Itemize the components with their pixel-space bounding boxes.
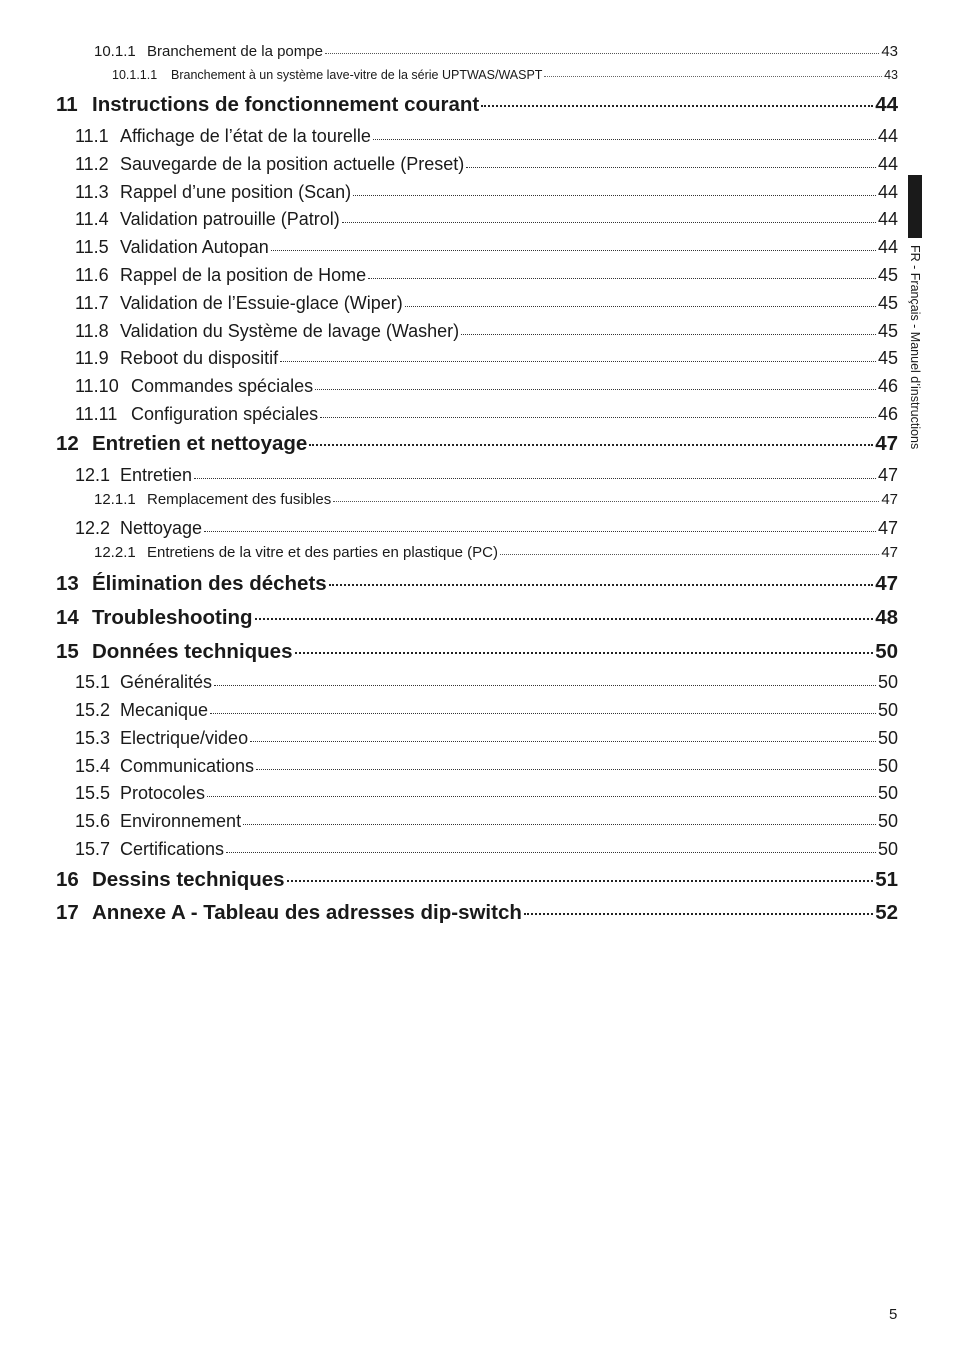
toc-entry-page: 45 [877,293,898,313]
toc-entry[interactable] [94,542,898,561]
toc-entry-title: Rappel d’une position (Scan) [120,182,352,202]
toc-entry[interactable] [56,569,898,596]
toc-entry-page: 44 [877,182,898,202]
toc-entry-page: 50 [875,639,898,663]
toc-entry-page: 47 [881,544,898,561]
toc-entry-title: Annexe A - Tableau des adresses dip-switch [92,900,522,924]
toc-entry-title: Entretien et nettoyage [92,431,308,455]
toc-entry-title: Généralités [120,672,213,692]
dot-leader [481,90,873,111]
toc-entry-page: 50 [877,811,898,831]
toc-entry-title: Rappel de la position de Home [120,265,367,285]
toc-entry-number: 11.11 [75,404,118,424]
toc-entry-page: 45 [877,265,898,285]
toc-entry-number: 15.1 [75,672,111,692]
toc-entry[interactable] [75,402,898,425]
toc-entry-title: Nettoyage [120,518,203,538]
toc-entry-page: 50 [877,783,898,803]
toc-entry[interactable] [75,698,898,721]
toc-entry[interactable] [56,429,898,456]
toc-entry-title: Données techniques [92,639,293,663]
dot-leader [466,152,876,170]
toc-entry-number: 11.6 [75,265,109,285]
dot-leader [329,569,874,590]
dot-leader [333,489,879,504]
dot-leader [255,603,874,624]
toc-entry-page: 50 [877,728,898,748]
toc-entry[interactable] [56,637,898,664]
toc-entry-title: Communications [120,756,255,776]
dot-leader [320,402,876,420]
dot-leader [461,319,876,337]
toc-entry[interactable] [75,124,898,147]
toc-entry-page: 46 [877,376,898,396]
dot-leader [295,637,874,658]
toc-entry-page: 44 [875,92,898,116]
toc-entry-number: 11.5 [75,237,109,257]
toc-entry[interactable] [75,263,898,286]
dot-leader [309,429,873,450]
toc-entry[interactable] [75,754,898,777]
dot-leader [524,898,873,919]
toc-entry-page: 50 [877,839,898,859]
toc-entry-title: Entretien [120,465,193,485]
toc-entry[interactable] [75,670,898,693]
toc-entry[interactable] [56,90,898,117]
toc-entry-page: 44 [877,209,898,229]
toc-entry-page: 47 [875,431,898,455]
toc-entry[interactable] [56,865,898,892]
toc-entry-page: 45 [877,348,898,368]
toc-entry-title: Dessins techniques [92,867,285,891]
toc-entry-title: Branchement à un système lave-vitre de la série UPTWAS/WASPT [171,67,543,82]
toc-entry-title: Affichage de l’état de la tourelle [120,126,371,146]
toc-entry-number: 11 [56,92,78,116]
dot-leader [243,809,876,827]
toc-entry[interactable] [75,463,898,486]
toc-entry[interactable] [75,346,898,369]
toc-entry-title: Reboot du dispositif [120,348,279,368]
toc-entry[interactable] [75,180,898,203]
toc-entry-title: Electrique/video [120,728,249,748]
dot-leader [214,670,876,688]
toc-entry-number: 12.1 [75,465,111,485]
toc-entry-number: 11.10 [75,376,119,396]
toc-entry[interactable] [75,837,898,860]
toc-entry[interactable] [112,66,898,82]
page-number: 5 [889,1306,898,1323]
toc-entry-title: Validation Autopan [120,237,269,257]
toc-entry-number: 11.1 [75,126,109,146]
toc-entry-page: 45 [877,321,898,341]
toc-entry-title: Environnement [120,811,242,831]
dot-leader [280,346,876,364]
toc-entry-title: Entretiens de la vitre et des parties en plastique (PC) [147,544,499,561]
dot-leader [271,235,876,253]
toc-entry-page: 50 [877,700,898,720]
toc-entry-title: Configuration spéciales [131,404,319,424]
toc-entry-page: 48 [875,605,898,629]
toc-entry-page: 47 [877,518,898,538]
toc-entry-number: 17 [56,900,79,924]
toc-entry-title: Protocoles [120,783,206,803]
toc-entry-page: 47 [881,491,898,508]
toc-entry-page: 52 [875,900,898,924]
dot-leader [325,41,879,56]
toc-entry-page: 44 [877,154,898,174]
dot-leader [500,542,879,557]
toc-entry-number: 15.5 [75,783,111,803]
toc-entry-number: 15.3 [75,728,111,748]
toc-entry-page: 46 [877,404,898,424]
toc-entry-number: 11.4 [75,209,109,229]
dot-leader [405,291,876,309]
dot-leader [544,66,882,79]
toc-entry-title: Branchement de la pompe [147,43,323,60]
toc-entry-number: 15 [56,639,79,663]
dot-leader [315,374,876,392]
toc-entry-title: Certifications [120,839,225,859]
toc-entry-page: 47 [877,465,898,485]
toc-entry-number: 12.2 [75,518,111,538]
toc-entry-page: 44 [877,126,898,146]
dot-leader [287,865,874,886]
toc-entry-number: 11.3 [75,182,109,202]
dot-leader [368,263,876,281]
toc-entry[interactable] [56,603,898,630]
dot-leader [373,124,876,142]
toc-entry[interactable] [75,207,898,230]
toc-entry-title: Validation de l’Essuie-glace (Wiper) [120,293,403,313]
toc-entry-page: 51 [875,867,898,891]
dot-leader [250,726,876,744]
toc-entry-title: Mecanique [120,700,209,720]
toc-entry-number: 11.2 [75,154,109,174]
dot-leader [342,207,876,225]
toc-entry[interactable] [75,235,898,258]
dot-leader [226,837,876,855]
toc-entry-number: 14 [56,605,79,629]
toc-entry-number: 12 [56,431,79,455]
toc-entry-title: Élimination des déchets [92,571,327,595]
toc-entry-page: 50 [877,672,898,692]
toc-entry-number: 11.8 [75,321,109,341]
toc-entry[interactable] [75,291,898,314]
toc-entry[interactable] [56,898,898,925]
toc-entry-page: 50 [877,756,898,776]
toc-entry-page: 43 [884,67,898,82]
toc-entry-number: 10.1.1 [94,43,136,60]
toc-entry-number: 15.7 [75,839,111,859]
language-tab-marker [908,175,922,238]
side-language-label: FR - Français - Manuel d’instructions [908,245,922,450]
dot-leader [204,516,876,534]
toc-entry-number: 11.7 [75,293,109,313]
toc-entry[interactable] [94,41,898,60]
toc-entry[interactable] [75,152,898,175]
toc-entry[interactable] [75,726,898,749]
toc-entry-number: 13 [56,571,79,595]
toc-entry-number: 12.1.1 [94,491,136,508]
toc-entry-number: 12.2.1 [94,544,136,561]
dot-leader [194,463,876,481]
toc-entry-title: Instructions de fonctionnement courant [92,92,480,116]
toc-entry-number: 15.2 [75,700,111,720]
toc-entry-number: 16 [56,867,79,891]
toc-entry-title: Sauvegarde de la position actuelle (Preset) [120,154,465,174]
toc-entry-number: 15.6 [75,811,111,831]
dot-leader [207,781,876,799]
toc-entry-title: Commandes spéciales [131,376,314,396]
toc-entry[interactable] [75,781,898,804]
toc-entry[interactable] [75,319,898,342]
toc-entry-number: 10.1.1.1 [112,67,158,82]
toc-entry-page: 47 [875,571,898,595]
toc-entry-page: 44 [877,237,898,257]
dot-leader [353,180,876,198]
dot-leader [210,698,876,716]
toc-entry[interactable] [75,809,898,832]
toc-entry-number: 15.4 [75,756,111,776]
toc-entry-title: Troubleshooting [92,605,253,629]
toc-entry-page: 43 [881,43,898,60]
toc-entry[interactable] [75,516,898,539]
toc-entry[interactable] [94,489,898,508]
toc-entry-title: Validation du Système de lavage (Washer) [120,321,460,341]
toc-entry[interactable] [75,374,898,397]
dot-leader [256,754,876,772]
toc-entry-title: Remplacement des fusibles [147,491,332,508]
toc-entry-title: Validation patrouille (Patrol) [120,209,340,229]
toc-entry-number: 11.9 [75,348,109,368]
